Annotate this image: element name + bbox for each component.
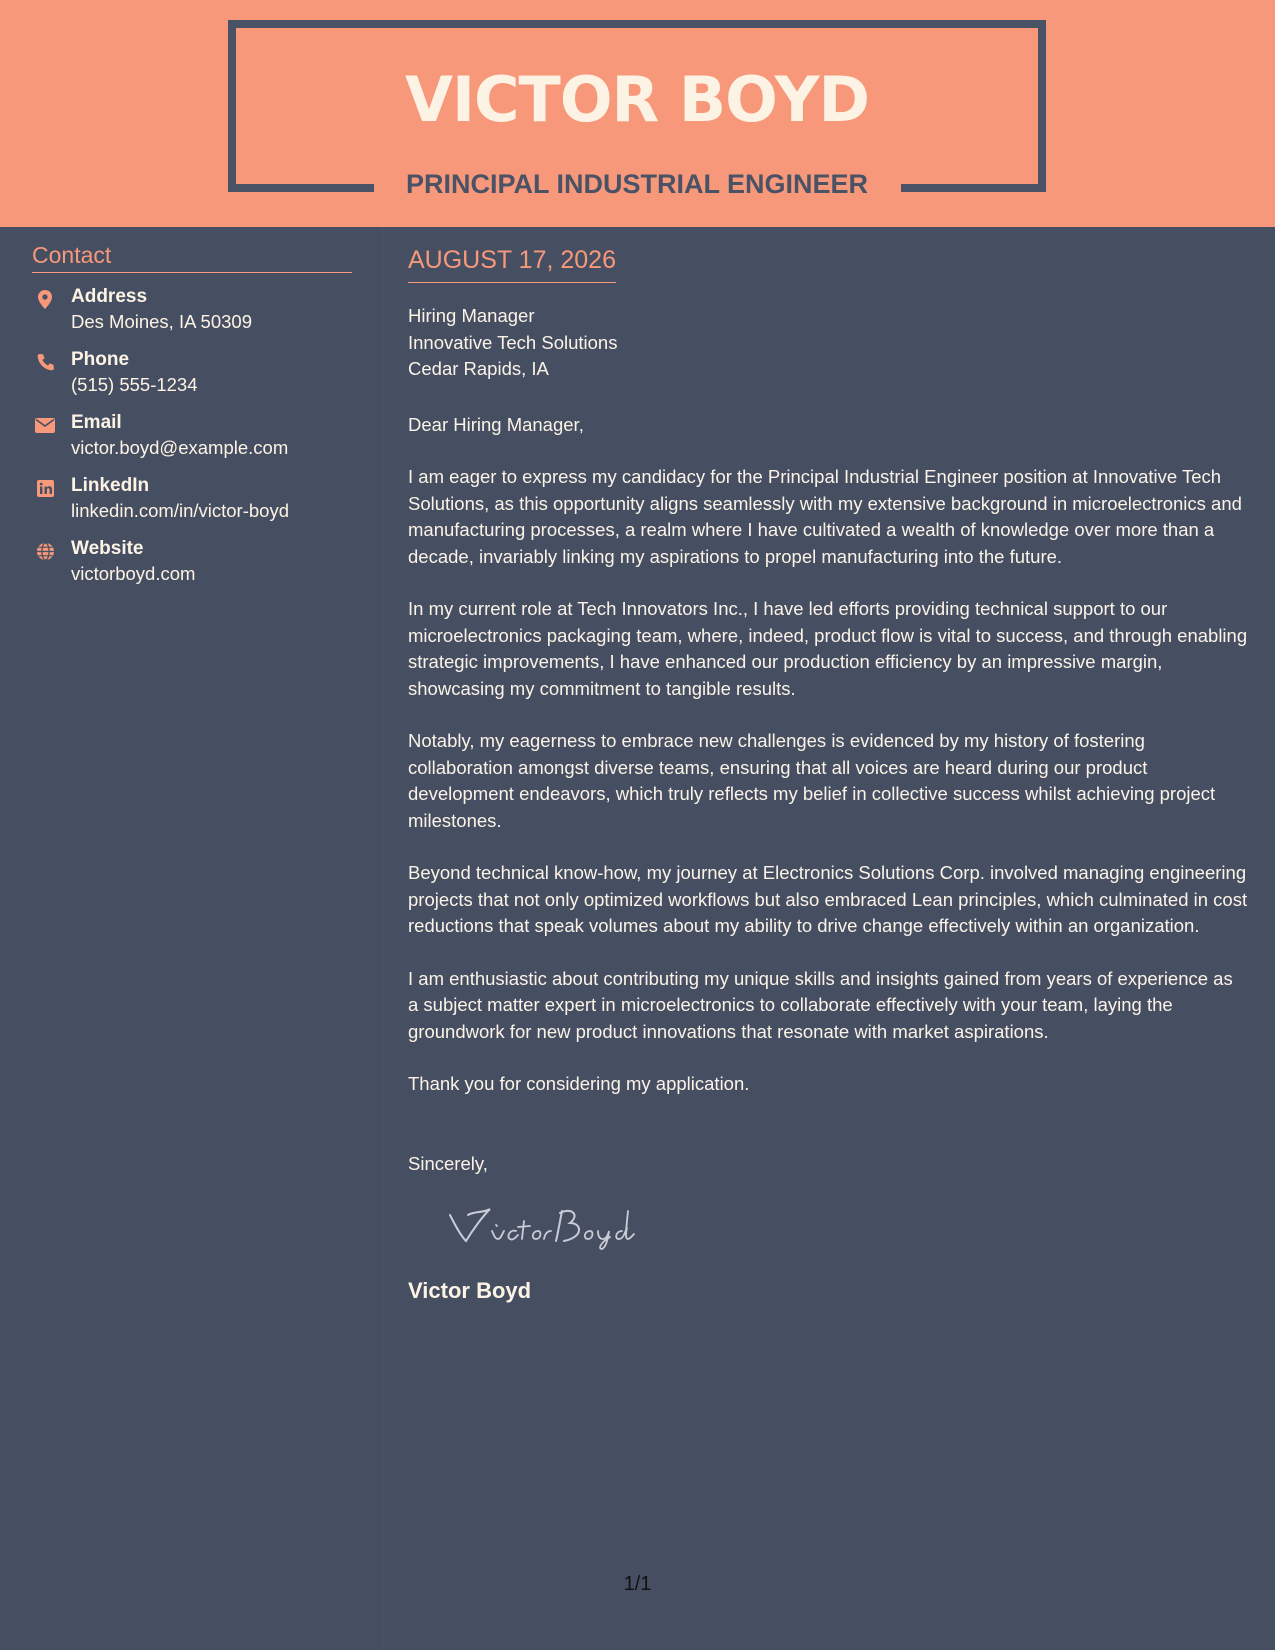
recipient-line: Hiring Manager (408, 305, 535, 326)
applicant-name: VICTOR BOYD (405, 63, 869, 136)
body-paragraph: In my current role at Tech Innovators Inc., I have led efforts providing technical support to our microelectronics packaging team, where, indeed, product flow is vital to success, and through enabling strategic improvements, I have enhanced our production efficiency by an impressive margin, showcasing my commitment to tangible results. (408, 598, 1248, 699)
page-number: 1/1 (623, 1573, 652, 1595)
recipient-block (408, 303, 1248, 383)
contact-website (32, 537, 352, 600)
body-paragraph: Notably, my eagerness to embrace new challenges is evidenced by my history of fostering collaboration amongst diverse teams, ensuring that all voices are heard during our product development endeavors, which truly reflects my belief in collective success whilst achieving project milestones. (408, 730, 1216, 831)
globe-icon (35, 541, 55, 561)
header-banner (0, 0, 1275, 227)
map-pin-icon (35, 289, 55, 309)
body-paragraph: Beyond technical know-how, my journey at Electronics Solutions Corp. involved managing engineering projects that not only optimized workflows but also embraced Lean principles, which culminated in cost reductions that speak volumes about my ability to drive change effectively within an organization. (408, 862, 1248, 936)
letter-body (408, 244, 1248, 1305)
letter-date: AUGUST 17, 2026 (408, 244, 616, 283)
thank-you-line: Thank you for considering my application. (408, 1073, 750, 1094)
contact-label: LinkedIn (71, 475, 150, 496)
column-divider (382, 227, 383, 1650)
contact-email (32, 411, 352, 474)
closing: Sincerely, (408, 1152, 488, 1174)
contact-address (32, 285, 352, 348)
contact-value[interactable]: victor.boyd@example.com (71, 437, 289, 458)
contact-label: Phone (71, 349, 130, 370)
contact-value[interactable]: victorboyd.com (71, 563, 196, 584)
contact-label: Website (71, 538, 144, 559)
envelope-icon (35, 415, 55, 435)
recipient-line: Innovative Tech Solutions (408, 331, 618, 353)
body-paragraph: I am enthusiastic about contributing my unique skills and insights gained from years of experience as a subject matter expert in microelectronics to collaborate effectively with your team, laying the groundwork for new product innovations that resonate with market aspirations. (408, 967, 1233, 1042)
linkedin-icon (35, 478, 55, 498)
salutation: Dear Hiring Manager, (408, 413, 584, 435)
contact-value: (515) 555-1234 (71, 374, 198, 395)
contact-linkedin (32, 474, 352, 537)
signed-name: Victor Boyd (408, 1278, 532, 1303)
contact-value[interactable]: linkedin.com/in/victor-boyd (71, 500, 289, 521)
body-paragraph: I am eager to express my candidacy for the Principal Industrial Engineer position at Innovative Tech Solutions, as this opportunity aligns seamlessly with my extensive background in microelectronics and manufacturing processes, a realm where I have cultivated a wealth of knowledge over more than a decade, invariably linking my aspirations to propel manufacturing into the future. (408, 466, 1242, 567)
contact-phone (32, 348, 352, 411)
contact-label: Email (71, 412, 122, 433)
contact-heading: Contact (32, 240, 352, 273)
contact-value: Des Moines, IA 50309 (71, 311, 252, 332)
contact-sidebar (32, 240, 352, 600)
contact-label: Address (71, 286, 148, 307)
job-title: PRINCIPAL INDUSTRIAL ENGINEER (405, 169, 869, 199)
recipient-line: Cedar Rapids, IA (408, 358, 549, 379)
phone-icon (35, 352, 55, 372)
signature-image (444, 1201, 644, 1251)
